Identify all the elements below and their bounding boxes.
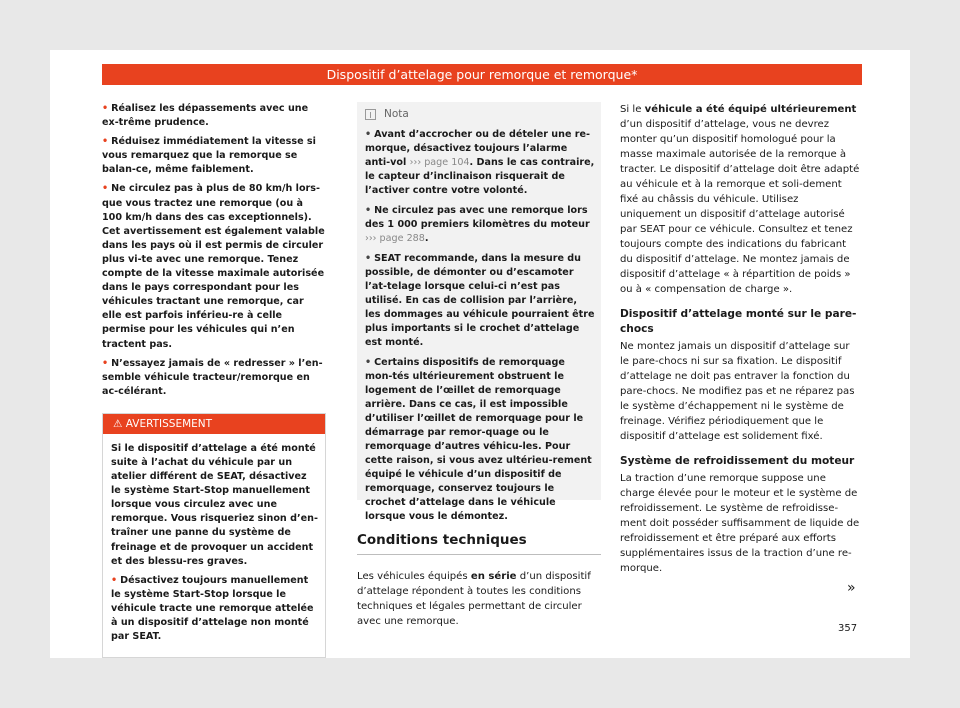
section-title: Conditions techniques xyxy=(357,532,601,555)
column-right xyxy=(620,102,860,576)
bullet-icon: • xyxy=(365,253,372,264)
warning-box xyxy=(102,413,326,658)
list-item: • Réalisez les dépassements avec une ex-trême prudence. xyxy=(102,103,309,129)
bullet-icon: • xyxy=(111,574,118,586)
body-paragraph: Ne montez jamais un dispositif d’attelage sur le pare-chocs ni sur sa fixation. Le dispositif d’attelage ne doit pas entraver la fonction du pare-chocs. Ne modifiez pas et ne réparez pas le système d’échappement ni le système de freinage. Vérifiez périodiquement que le dispositif d’attelage est solidement fixé. xyxy=(620,341,855,442)
bullet-icon: • xyxy=(365,357,372,368)
bullet-icon: • xyxy=(102,183,109,195)
page-number: 357 xyxy=(838,623,858,634)
continue-arrow-icon: » xyxy=(847,580,856,596)
warning-text: Si le dispositif d’attelage a été monté suite à l’achat du véhicule par un atelier différent de SEAT, désactivez le système Start-Stop manuellement lorsque vous circulez avec une remorque. Vous risqueriez sinon d’en-traîner une panne du système de freinage et de provoquer un accident et des blessu-res graves. xyxy=(111,442,318,567)
column-left xyxy=(102,102,326,658)
subheading-bumper: Dispositif d’attelage monté sur le pare-chocs xyxy=(620,308,857,335)
page-header: Dispositif d’attelage pour remorque et remorque* xyxy=(102,64,862,85)
bullet-icon: • xyxy=(365,129,372,140)
bullet-icon: • xyxy=(102,357,109,369)
note-title: Nota xyxy=(384,108,409,120)
warning-continuation-list xyxy=(102,102,326,399)
warning-triangle-icon: ⚠ xyxy=(113,417,123,430)
list-item: • Certains dispositifs de remorquage mon-tés ultérieurement obstruent le logement de l’œillet de remorquage arrière. Dans ce cas, il est impossible d’utiliser l’œillet de remorquage pour le démarrage par remor-quage ou le remorquage d’autres véhicu-les. Pour cette raison, si vous avez ultérieu-rement équipé le véhicule d’un dispositif de remorquage, conservez toujours le crochet d’attelage dans le véhicule lorsque vous le démontez. xyxy=(365,357,592,522)
list-item: • Ne circulez pas à plus de 80 km/h lors-que vous tractez une remorque (ou à 100 km/h dans des cas exceptionnels). Cet avertissement est également valable dans les pays où il est permis de circuler plus vi-te avec une remorque. Tenez compte de la vitesse maximale autorisée dans le pays correspondant pour les véhicules tractant une remorque, car elle est parfois inférieu-re à celle permise pour les véhicules qui n’en tractent pas. xyxy=(102,183,325,350)
page-reference-link[interactable]: ››› page 104 xyxy=(409,157,470,168)
body-paragraph: Si le véhicule a été équipé ultérieurement d’un dispositif d’attelage, vous ne devrez monter qu’un dispositif homologué pour la masse maximale autorisée de la remorque à tracter. Le dispositif d’attelage doit être adapté au véhicule et à la remorque et soli-dement fixé au châssis du véhicule. Utilisez uniquement un dispositif d’attelage autorisé par SEAT pour ce véhicule. Consultez et tenez toujours compte des indications du fabricant du dispositif d’attelage. Ne montez jamais de dispositif d’attelage « à répartition de poids » ou à « compensation de charge ». xyxy=(620,104,860,295)
bullet-icon: • xyxy=(365,205,372,216)
page-reference-link[interactable]: ››› page 288 xyxy=(365,233,425,244)
body-paragraph: Les véhicules équipés en série d’un dispositif d’attelage répondent à toutes les conditions techniques et légales permettant de circuler avec une remorque. xyxy=(357,571,591,627)
list-item: • SEAT recommande, dans la mesure du possible, de démonter ou d’escamoter l’at-telage lorsque celui-ci n’est pas utilisé. En cas de collision par l’arrière, les dommages au véhicule pourraient être plus importants si le crochet d’attelage est monté. xyxy=(365,253,595,348)
subheading-cooling: Système de refroidissement du moteur xyxy=(620,455,855,467)
warning-header xyxy=(103,414,325,434)
note-box xyxy=(357,102,601,522)
bullet-icon: • xyxy=(102,136,109,148)
list-item: • Désactivez toujours manuellement le système Start-Stop lorsque le véhicule tracte une remorque attelée à un dispositif d’attelage non monté par SEAT. xyxy=(111,574,314,643)
list-item: • Ne circulez pas avec une remorque lors des 1 000 premiers kilomètres du moteur ››› page 288. xyxy=(365,205,590,244)
list-item: • Avant d’accrocher ou de dételer une re-morque, désactivez toujours l’alarme anti-vol ››› page 104. Dans le cas contraire, le capteur d’inclinaison risquerait de l’activer contre votre volonté. xyxy=(365,129,595,196)
list-item: • N’essayez jamais de « redresser » l’en-semble véhicule tracteur/remorque en ac-célérant. xyxy=(102,357,323,397)
note-header xyxy=(365,108,595,120)
warning-body xyxy=(103,434,325,657)
column-middle xyxy=(357,102,601,629)
note-list xyxy=(365,128,595,524)
warning-title: AVERTISSEMENT xyxy=(125,417,213,430)
bullet-icon: • xyxy=(102,103,109,114)
info-icon xyxy=(365,109,376,120)
manual-page xyxy=(50,50,910,658)
list-item: • Réduisez immédiatement la vitesse si vous remarquez que la remorque se balan-ce, même faiblement. xyxy=(102,136,316,176)
body-paragraph: La traction d’une remorque suppose une charge élevée pour le moteur et le système de refroidissement. Le système de refroidisse-ment doit posséder suffisamment de liquide de refroidissement et être préparé aux efforts supplémentaires issus de la traction d’une re-morque. xyxy=(620,473,860,574)
